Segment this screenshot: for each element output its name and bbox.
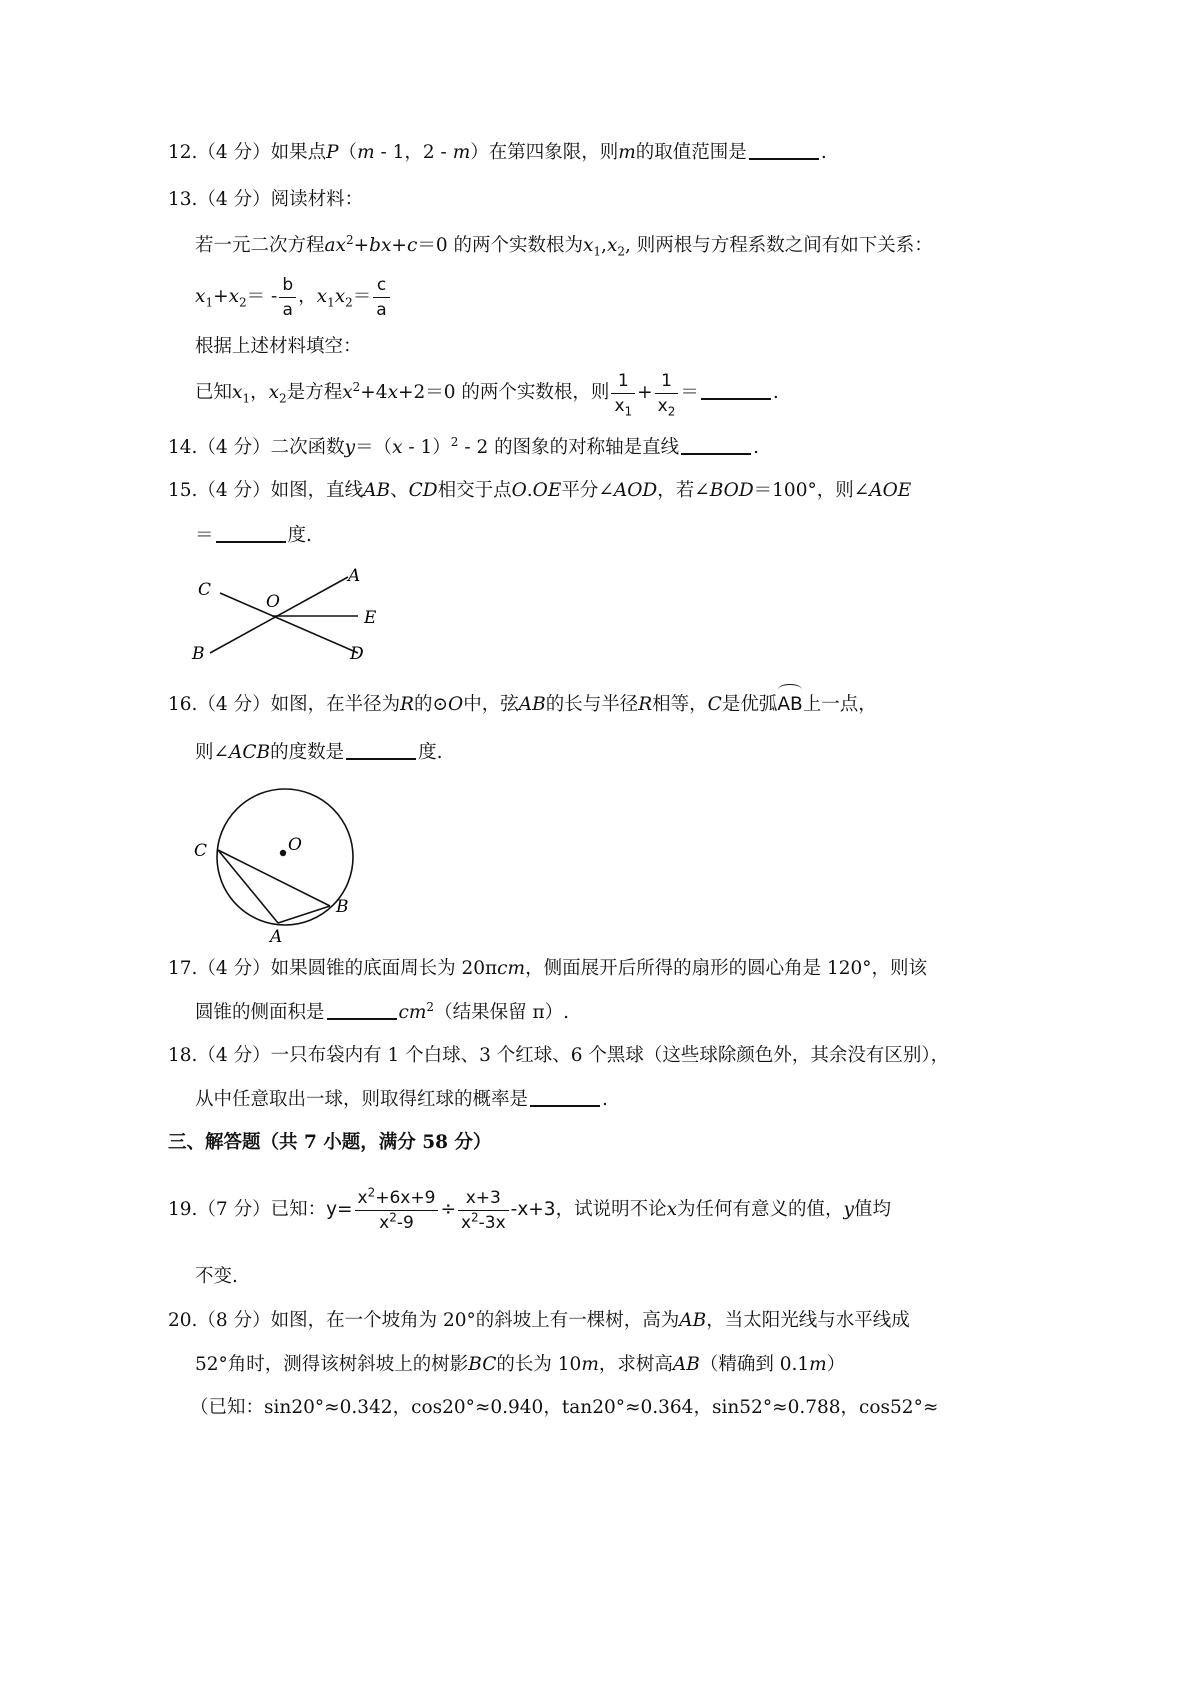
text: +4 [360,382,388,403]
question-17 [168,956,927,982]
var-m: m [357,142,375,163]
text: - 1，2 - [374,142,453,163]
term: x [379,1212,390,1233]
text: 已知： [270,1199,327,1220]
text: ）在第四象限，则 [470,142,619,163]
var: x [342,382,353,403]
q20-line-3 [190,1395,938,1421]
denominator: a [376,299,387,320]
var: BC [468,1354,497,1375]
question-number: 20. [168,1310,198,1331]
answer-blank[interactable] [216,523,286,543]
term: x [357,1187,368,1208]
question-score: （4 分） [197,694,271,715]
line-cd [220,593,358,653]
q19-line-2 [195,1264,238,1290]
fraction-2 [458,1186,509,1235]
var: AB [679,1310,707,1331]
question-14 [168,435,759,461]
q17-answer-line [195,1000,569,1026]
text: 如果圆锥的底面周长为 20π [270,958,498,979]
var: O [448,694,464,715]
denominator [611,394,635,418]
numerator: x+3 [458,1186,509,1211]
numerator: b [279,273,296,298]
text: ，侧面展开后所得的扇形的圆心角是 120°，则该 [525,958,928,979]
question-number: 12. [168,142,198,163]
var: C [707,694,722,715]
var-y: y [344,437,356,458]
text: （精确到 0.1 [699,1354,810,1375]
var: x [228,286,240,307]
text: 阅读材料： [270,189,364,210]
var: bx [369,235,392,256]
question-number: 16. [168,694,198,715]
label-c: C [198,580,212,600]
fraction-c-over-a [373,273,389,322]
var: x [582,235,594,256]
fraction-1-over-x1 [611,369,635,418]
var: x [316,286,328,307]
var: OE [532,480,562,501]
var: BOD [709,480,754,501]
label-o: O [288,835,302,855]
text: 如图，在半径为 [270,694,401,715]
text: - 1） [402,437,451,458]
superscript: 2 [389,1209,397,1224]
text: ＝ [680,382,699,403]
text: . [526,480,533,501]
text: ，试说明不论 [555,1199,667,1220]
superscript: 2 [345,232,354,247]
fraction-1 [355,1186,439,1235]
figure-circle-chord [190,780,370,945]
text: 相等， [652,694,708,715]
text: 值均 [854,1199,892,1220]
text: 度. [418,742,443,763]
text: 的⊙ [414,694,449,715]
text: + [391,235,407,256]
var: R [638,694,653,715]
question-18 [168,1043,949,1069]
var: CD [408,480,438,501]
text: 如图，直线 [270,480,364,501]
text: 二次函数 [270,437,345,458]
q18-answer-line [195,1087,608,1113]
question-number: 19. [168,1199,198,1220]
answer-blank[interactable] [701,380,771,400]
section-heading: 三、解答题（共 7 小题，满分 58 分） [168,1132,492,1153]
denominator-var: x [614,395,625,416]
denominator [458,1211,509,1235]
unit-m: m [809,1354,827,1375]
question-20 [168,1308,910,1334]
var-m: m [452,142,471,163]
var: AB [518,694,546,715]
var-x: x [392,437,403,458]
var: x [334,286,346,307]
unit-m: m [581,1354,599,1375]
question-number: 18. [168,1045,198,1066]
answer-blank[interactable] [346,740,416,760]
var: ax [324,235,346,256]
text: ，当太阳光线与水平线成 [706,1310,910,1331]
answer-blank[interactable] [327,1000,397,1020]
figure-intersecting-lines [190,565,390,665]
numerator: 1 [655,369,679,394]
fraction-1-over-x2 [655,369,679,418]
arc-ab: AB [777,690,802,718]
var: x [268,382,280,403]
question-19 [168,1180,891,1240]
chord-ca [218,850,278,923]
text: 平分∠ [561,480,614,501]
denominator-var: x [657,395,668,416]
var-x: x [666,1199,678,1220]
q13-relation-line [195,270,392,324]
text: 不变. [195,1266,238,1287]
question-13 [168,187,363,213]
label-a: A [270,927,283,945]
text: . [753,437,759,458]
term: x [460,1212,472,1233]
text: + [353,235,370,256]
subscript: 1 [327,295,335,310]
text: 的取值范围是 [635,142,747,163]
text: . [820,142,827,163]
superscript: 2 [450,434,459,449]
var: R [400,694,415,715]
fraction-b-over-a [279,273,296,322]
denominator [655,394,679,418]
text: 中，弦 [463,694,519,715]
answer-blank[interactable] [681,435,751,455]
text: 根据上述材料填空： [195,336,362,357]
var: x [195,286,206,307]
var: AOE [869,480,912,501]
unit-cm: cm [398,1002,427,1023]
q13-material-line [195,233,933,259]
text: 上一点， [802,694,877,715]
term: +6x+9 [375,1187,436,1208]
question-number: 14. [168,437,198,458]
text: ＝0 的两个实数根为 [417,235,583,256]
superscript: 2 [426,999,435,1014]
denominator [355,1211,439,1235]
question-score: （4 分） [197,437,271,458]
text: 的度数是 [270,742,345,763]
question-score: （4 分） [197,189,271,210]
text: （ [338,142,358,163]
text: ） [826,1354,846,1375]
text: ， [250,382,269,403]
var: ACB [229,742,271,763]
expr-tail: -x+3 [510,1199,556,1220]
text: . [602,1089,608,1110]
subscript: 1 [205,295,214,310]
text: 一只布袋内有 1 个白球、3 个红球、6 个黑球（这些球除颜色外，其余没有区别）， [270,1045,950,1066]
question-score: （4 分） [197,958,271,979]
text: 为任何有意义的值， [677,1199,844,1220]
var-m: m [618,142,636,163]
subscript: 1 [593,244,602,259]
superscript: 2 [352,379,361,394]
subscript: 2 [239,295,247,310]
unit-cm: cm [497,958,526,979]
question-score: （4 分） [197,1045,271,1066]
var: AB [363,480,391,501]
var: x [606,235,618,256]
subscript: 2 [617,244,626,259]
term: -3x [478,1212,506,1233]
numerator: 1 [611,369,635,394]
answer-blank[interactable] [530,1087,600,1107]
subscript: 1 [624,403,633,418]
text: ＝ - [246,286,278,307]
question-number: 13. [168,189,198,210]
var: AOD [613,480,658,501]
text: 如果点 [270,142,327,163]
text: 52°角时，测得该树斜坡上的树影 [195,1354,469,1375]
label-b: B [336,897,349,917]
expr-y: y= [326,1199,353,1220]
label-d: D [350,644,364,664]
text: 若一元二次方程 [195,235,325,256]
text: 如图，在一个坡角为 20°的斜坡上有一棵树，高为 [270,1310,680,1331]
chord-cb [218,850,330,906]
label-a: A [348,566,361,586]
question-number: 17. [168,958,198,979]
text: 从中任意取出一球，则取得红球的概率是 [195,1089,529,1110]
text: 度. [287,525,312,546]
text: , 则两根与方程系数之间有如下关系： [625,235,933,256]
text: ，求树高 [598,1354,673,1375]
text: + [637,382,653,403]
var: AB [672,1354,700,1375]
text: 圆锥的侧面积是 [195,1002,325,1023]
question-12 [168,140,827,166]
text: ＝ [352,286,372,307]
term: -9 [396,1212,414,1233]
var: x [387,382,398,403]
text: ，若∠ [657,480,710,501]
q13-fill-line [195,334,362,360]
subscript: 1 [242,391,251,406]
center-point [280,850,286,856]
var-p: P [326,142,339,163]
text: 已知 [195,382,233,403]
text: 的长与半径 [545,694,639,715]
q16-answer-line [195,740,443,766]
subscript: 2 [279,391,287,406]
label-e: E [364,608,377,628]
divide-sign: ÷ [440,1199,456,1220]
line-ab [210,577,348,653]
superscript: 2 [471,1209,479,1224]
question-15 [168,478,911,504]
text: 相交于点 [437,480,512,501]
question-score: （4 分） [197,480,271,501]
var-y: y [843,1199,854,1220]
text: （已知：sin20°≈0.342，cos20°≈0.940，tan20°≈0.364，sin52°≈0.788，cos52°≈ [190,1397,939,1418]
q20-line-2 [195,1352,845,1378]
question-score: （8 分） [197,1310,271,1331]
text: ＝ [195,525,214,546]
text: 是方程 [286,382,343,403]
text: 的长为 10 [496,1354,582,1375]
text: ＝（ [355,437,393,458]
superscript: 2 [367,1184,376,1199]
subscript: 2 [667,403,676,418]
var: x [232,382,243,403]
text: 是优弧 [721,694,778,715]
text: , [601,235,607,256]
numerator: c [373,273,389,298]
q13-known-line [195,366,779,420]
denominator: a [282,299,293,320]
question-16 [168,690,877,718]
text: （结果保留 π）. [434,1002,569,1023]
text: +2＝0 的两个实数根，则 [398,382,610,403]
text: + [213,286,229,307]
text: ＝100°，则∠ [753,480,870,501]
answer-blank[interactable] [749,140,819,160]
subscript: 2 [345,295,353,310]
q15-answer-line [195,523,312,549]
question-score: （4 分） [197,142,271,163]
text: . [772,382,779,403]
var: c [406,235,418,256]
text: - 2 的图象的对称轴是直线 [458,437,680,458]
text: 则∠ [195,742,230,763]
question-score: （7 分） [197,1199,271,1220]
label-c: C [194,841,208,861]
circle-o [217,789,353,925]
question-number: 15. [168,480,198,501]
text: ， [298,286,317,307]
var: O [511,480,527,501]
label-b: B [192,644,205,664]
text: 、 [390,480,409,501]
label-o: O [266,592,280,612]
numerator [355,1186,439,1211]
